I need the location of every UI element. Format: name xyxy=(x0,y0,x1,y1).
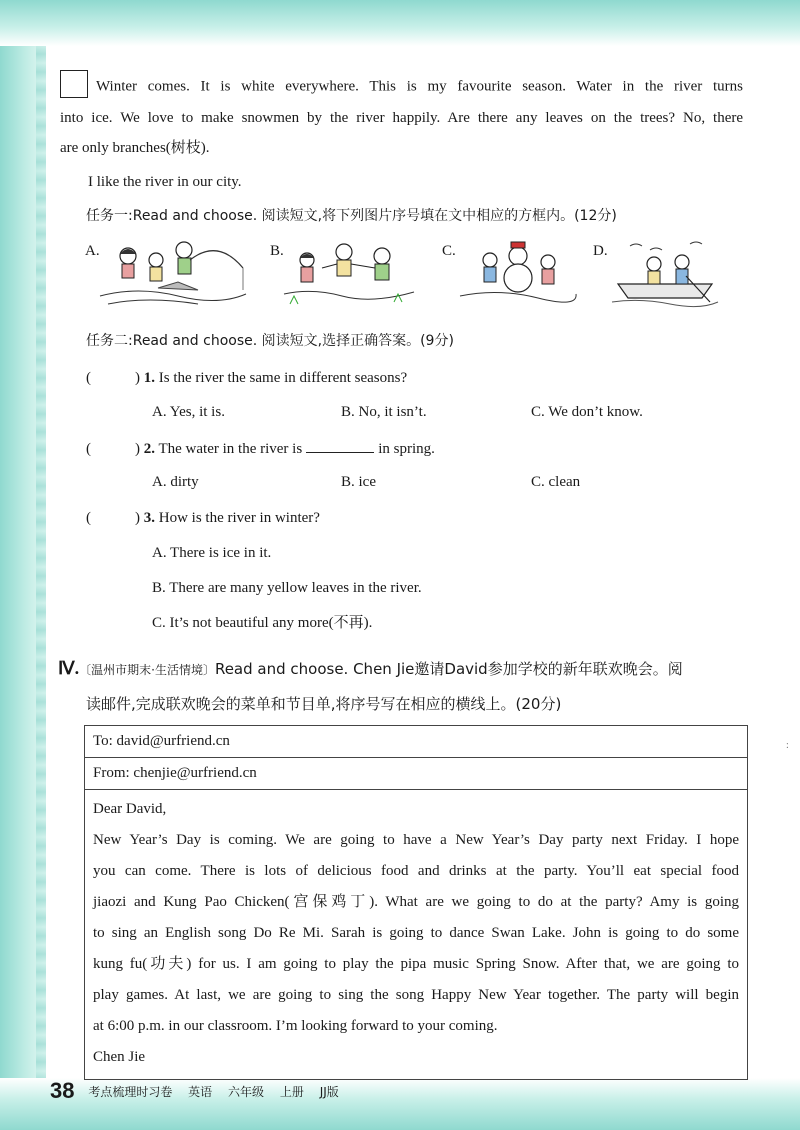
question-2 xyxy=(86,438,435,459)
picture-d-boat-illustration xyxy=(610,240,720,308)
section-4-heading xyxy=(58,651,748,721)
page-footer xyxy=(50,1078,351,1104)
fill-blank[interactable] xyxy=(306,438,374,453)
section-number: Ⅳ. xyxy=(58,658,80,678)
email-from: From: chenjie@urfriend.cn xyxy=(85,758,748,790)
option-1b: B. No, it isn’t. xyxy=(341,404,427,420)
task1-heading: 任务一:Read and choose. 阅读短文,将下列图片序号填在文中相应的方框内。(12分) xyxy=(86,208,617,224)
question-number: 3. xyxy=(143,510,155,526)
passage-line-3: are only branches(树枝). xyxy=(60,140,210,156)
email-body xyxy=(85,790,748,1080)
question-text: How is the river in winter? xyxy=(158,510,320,526)
section-instruction-line-2: 读邮件,完成联欢晚会的菜单和节目单,将序号写在相应的横线上。(20分) xyxy=(86,695,562,713)
email-signature: Chen Jie xyxy=(93,1049,146,1065)
picture-label-b: B. xyxy=(270,243,284,259)
picture-label-d: D. xyxy=(593,243,608,259)
option-3a: A. There is ice in it. xyxy=(152,545,272,561)
task2-heading: 任务二:Read and choose. 阅读短文,选择正确答案。(9分) xyxy=(86,333,454,349)
page-number: 38 xyxy=(50,1078,75,1103)
email-body-line: jiaozi and Kung Pao Chicken(宫保鸡丁). What are we going to do at the party? Amy is going xyxy=(93,894,739,910)
email-box xyxy=(84,725,748,1080)
option-2c: C. clean xyxy=(531,474,581,490)
email-body-line: New Year’s Day is coming. We are going to have a New Year’s Day party next Friday. I hope xyxy=(93,832,739,848)
option-3c: C. It’s not beautiful any more(不再). xyxy=(152,615,373,631)
passage-line-4: I like the river in our city. xyxy=(88,174,242,190)
passage-line-2: into ice. We love to make snowmen by the river happily. Are there any leaves on the trees? No, there xyxy=(60,110,743,126)
email-body-line: you can come. There is lots of delicious food and drinks at the party. You’ll eat special food xyxy=(93,863,739,879)
passage-line-1 xyxy=(60,73,743,101)
picture-a-fishing-illustration xyxy=(98,238,248,310)
book-title: 考点梳理时习卷 xyxy=(88,1084,173,1099)
picture-c-snowman-illustration xyxy=(458,236,578,312)
question-text-end: in spring. xyxy=(378,441,435,457)
email-body-line: play games. At last, we are going to sing the song Happy New Year together. The party will begin xyxy=(93,987,739,1003)
margin-mark: : xyxy=(786,740,789,751)
section-source: 〔温州市期末·生活情境〕 xyxy=(79,663,215,677)
question-text: Is the river the same in different seasons? xyxy=(158,370,408,386)
section-instruction-line-1: Read and choose. Chen Jie邀请David参加学校的新年联欢晚会。阅 xyxy=(214,660,683,678)
question-number: 1. xyxy=(143,370,155,386)
question-1 xyxy=(86,368,407,388)
picture-label-a: A. xyxy=(85,243,100,259)
email-body-line: to sing an English song Do Re Mi. Sarah is going to dance Swan Lake. John is going to do some xyxy=(93,925,739,941)
email-body-line: kung fu(功夫) for us. I am going to play the pipa music Spring Snow. After that, we are going to xyxy=(93,956,739,972)
answer-bracket[interactable]: ( ) xyxy=(86,510,140,526)
email-body-line: at 6:00 p.m. in our classroom. I’m looking forward to your coming. xyxy=(93,1018,498,1034)
email-to: To: david@urfriend.cn xyxy=(85,726,748,758)
answer-bracket[interactable]: ( ) xyxy=(86,441,140,457)
question-3 xyxy=(86,508,320,528)
subject: 英语 xyxy=(188,1084,213,1099)
question-text: The water in the river is xyxy=(158,441,303,457)
question-number: 2. xyxy=(143,441,155,457)
option-2b: B. ice xyxy=(341,474,376,490)
option-3b: B. There are many yellow leaves in the river. xyxy=(152,580,422,596)
grade: 六年级 xyxy=(228,1084,265,1099)
edition: JJ版 xyxy=(319,1084,339,1099)
picture-b-playing-illustration xyxy=(282,238,417,310)
passage-text: Winter comes. It is white everywhere. This is my favourite season. Water in the river turns xyxy=(96,78,743,95)
option-1a: A. Yes, it is. xyxy=(152,404,225,420)
volume: 上册 xyxy=(279,1084,304,1099)
email-greeting: Dear David, xyxy=(93,801,167,817)
picture-label-c: C. xyxy=(442,243,456,259)
option-1c: C. We don’t know. xyxy=(531,404,643,420)
picture-answer-box[interactable] xyxy=(60,70,88,98)
answer-bracket[interactable]: ( ) xyxy=(86,370,140,386)
option-2a: A. dirty xyxy=(152,474,199,490)
